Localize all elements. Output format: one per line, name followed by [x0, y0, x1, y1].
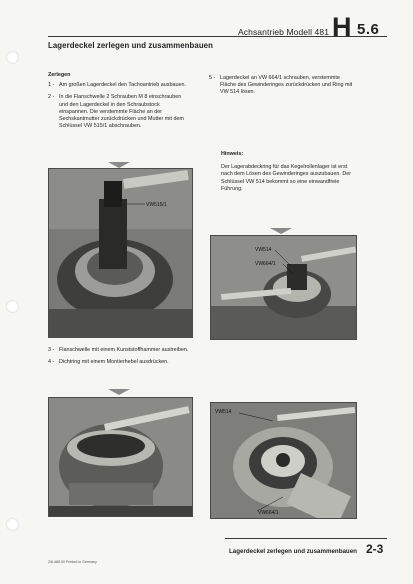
step-text: In die Flanschwelle 2 Schrauben M 8 einschrauben und den Lagerdeckel in den Schraubstock einspannen. Die verstemmte Fläche an der Sechskantmutter zurückdrücken und Mutter mit dem Schlüssel VW 515/1 abschrauben. — [59, 94, 184, 130]
punch-hole — [6, 51, 19, 64]
step-number: 3 - — [48, 347, 55, 353]
step-3 — [48, 347, 190, 354]
footer-print-note: 2/8.488.00 Printed in Germany — [48, 560, 97, 564]
step-text: Flanschwelle mit einem Kunststoffhammer austreiben. — [59, 347, 189, 353]
arrow-marker — [270, 228, 292, 234]
step-text: Lagerdeckel an VW 664/1 schrauben, verstemmte Fläche des Gewinderinges zurückdrücken und Ring mit VW 514 lösen. — [220, 75, 353, 96]
step-text: Am großen Lagerdeckel den Tachoantrieb ausbauen. — [59, 82, 186, 89]
step-number: 5 - — [209, 75, 216, 81]
step-number: 2 - — [48, 94, 55, 101]
photo-step-4 — [48, 397, 193, 517]
step-4 — [48, 359, 190, 366]
photo-label-vw514: VW514 — [255, 247, 272, 253]
step-number: 4 - — [48, 359, 55, 366]
hint-block — [221, 151, 357, 193]
footer-rule — [225, 538, 387, 539]
step-5 — [209, 75, 357, 97]
punch-hole — [6, 518, 19, 531]
photo-step-2 — [48, 168, 193, 338]
header-letter: H — [332, 12, 352, 42]
photo-label-vw515: VW515/1 — [146, 202, 167, 208]
step-text: Dichtring mit einem Montierhebel ausdrücken. — [59, 359, 169, 366]
hint-heading: Hinweis: — [221, 151, 244, 157]
photo-label-vw514: VW514 — [215, 409, 232, 415]
photo-step-5 — [210, 235, 357, 340]
punch-hole — [6, 300, 19, 313]
photo-label-vw664: VW664/1 — [258, 510, 279, 516]
header-rule — [48, 36, 387, 37]
step-number: 1 - — [48, 82, 55, 89]
header-title: Achsantrieb Modell 481 — [238, 27, 330, 37]
header-section-number: 5.6 — [357, 21, 380, 38]
footer-title: Lagerdeckel zerlegen und zusammenbauen — [229, 548, 357, 555]
footer-page-number: 2-3 — [366, 542, 384, 556]
step-2 — [48, 94, 190, 130]
right-text-block — [209, 75, 357, 97]
step-1 — [48, 82, 190, 89]
arrow-marker — [108, 389, 130, 395]
left-text-block — [48, 72, 190, 130]
photo-step-5-detail — [210, 402, 357, 519]
subheading-zerlegen: Zerlegen — [48, 72, 71, 78]
hint-text: Der Lagerabdeckring für das Kegelrollenlager ist erst nach dem Lösen des Gewinderinges auszubauen. Der Schlüssel VW 514 bekommt so eine einwandfreie Führung. — [221, 164, 352, 192]
left-lower-text-block — [48, 347, 190, 366]
section-title: Lagerdeckel zerlegen und zusammenbauen — [48, 41, 213, 50]
photo-label-vw664: VW664/1 — [255, 261, 276, 267]
